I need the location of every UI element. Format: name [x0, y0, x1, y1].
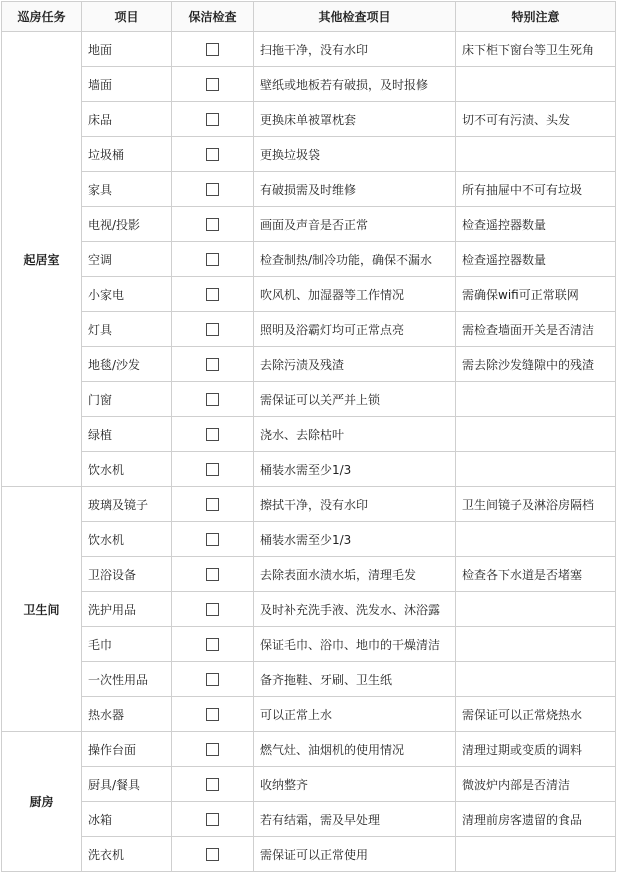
item-cell: 厨具/餐具 [82, 767, 172, 802]
cleaning-checkbox[interactable] [206, 113, 219, 126]
other-check-cell: 及时补充洗手液、洗发水、沐浴露 [254, 592, 456, 627]
table-row [2, 627, 616, 662]
cleaning-checkbox[interactable] [206, 708, 219, 721]
other-check-cell: 浇水、去除枯叶 [254, 417, 456, 452]
cleaning-check-cell [172, 382, 254, 417]
other-check-cell: 擦拭干净，没有水印 [254, 487, 456, 522]
item-cell: 洗护用品 [82, 592, 172, 627]
other-check-cell: 更换床单被罩枕套 [254, 102, 456, 137]
cleaning-checkbox[interactable] [206, 323, 219, 336]
cleaning-check-cell [172, 837, 254, 872]
special-note-cell: 清理前房客遗留的食品 [456, 802, 616, 837]
cleaning-check-cell [172, 487, 254, 522]
cleaning-check-cell [172, 662, 254, 697]
other-check-cell: 去除污渍及残渣 [254, 347, 456, 382]
item-cell: 地面 [82, 32, 172, 67]
inspection-checklist-table [1, 1, 616, 872]
special-note-cell: 所有抽屉中不可有垃圾 [456, 172, 616, 207]
other-check-cell: 检查制热/制冷功能，确保不漏水 [254, 242, 456, 277]
special-note-cell: 清理过期或变质的调料 [456, 732, 616, 767]
special-note-cell [456, 382, 616, 417]
special-note-cell: 检查遥控器数量 [456, 242, 616, 277]
cleaning-checkbox[interactable] [206, 498, 219, 511]
item-cell: 空调 [82, 242, 172, 277]
cleaning-checkbox[interactable] [206, 463, 219, 476]
cleaning-checkbox[interactable] [206, 253, 219, 266]
cleaning-check-cell [172, 417, 254, 452]
special-note-cell [456, 417, 616, 452]
header-task: 巡房任务 [2, 2, 82, 32]
special-note-cell: 需去除沙发缝隙中的残渣 [456, 347, 616, 382]
table-row [2, 67, 616, 102]
item-cell: 饮水机 [82, 522, 172, 557]
cleaning-check-cell [172, 452, 254, 487]
other-check-cell: 去除表面水渍水垢，清理毛发 [254, 557, 456, 592]
item-cell: 垃圾桶 [82, 137, 172, 172]
table-row [2, 277, 616, 312]
special-note-cell: 床下柜下窗台等卫生死角 [456, 32, 616, 67]
other-check-cell: 更换垃圾袋 [254, 137, 456, 172]
item-cell: 毛巾 [82, 627, 172, 662]
table-row [2, 802, 616, 837]
cleaning-check-cell [172, 242, 254, 277]
group-label: 起居室 [2, 32, 82, 487]
item-cell: 绿植 [82, 417, 172, 452]
item-cell: 热水器 [82, 697, 172, 732]
other-check-cell: 收纳整齐 [254, 767, 456, 802]
special-note-cell: 微波炉内部是否清洁 [456, 767, 616, 802]
cleaning-checkbox[interactable] [206, 358, 219, 371]
special-note-cell: 需检查墙面开关是否清洁 [456, 312, 616, 347]
table-row [2, 732, 616, 767]
other-check-cell: 画面及声音是否正常 [254, 207, 456, 242]
table-row [2, 452, 616, 487]
other-check-cell: 若有结霜，需及早处理 [254, 802, 456, 837]
other-check-cell: 桶装水需至少1/3 [254, 522, 456, 557]
cleaning-checkbox[interactable] [206, 43, 219, 56]
group-label: 卫生间 [2, 487, 82, 732]
cleaning-check-cell [172, 767, 254, 802]
cleaning-check-cell [172, 172, 254, 207]
other-check-cell: 吹风机、加湿器等工作情况 [254, 277, 456, 312]
table-row [2, 242, 616, 277]
cleaning-check-cell [172, 557, 254, 592]
cleaning-check-cell [172, 102, 254, 137]
cleaning-check-cell [172, 32, 254, 67]
cleaning-checkbox[interactable] [206, 288, 219, 301]
header-row [2, 2, 616, 32]
special-note-cell [456, 837, 616, 872]
cleaning-checkbox[interactable] [206, 638, 219, 651]
other-check-cell: 燃气灶、油烟机的使用情况 [254, 732, 456, 767]
item-cell: 洗衣机 [82, 837, 172, 872]
item-cell: 饮水机 [82, 452, 172, 487]
cleaning-check-cell [172, 347, 254, 382]
header-other-checks: 其他检查项目 [254, 2, 456, 32]
item-cell: 电视/投影 [82, 207, 172, 242]
cleaning-check-cell [172, 592, 254, 627]
header-item: 项目 [82, 2, 172, 32]
table-row [2, 382, 616, 417]
cleaning-check-cell [172, 137, 254, 172]
cleaning-check-cell [172, 207, 254, 242]
item-cell: 门窗 [82, 382, 172, 417]
other-check-cell: 备齐拖鞋、牙刷、卫生纸 [254, 662, 456, 697]
special-note-cell [456, 67, 616, 102]
cleaning-checkbox[interactable] [206, 218, 219, 231]
cleaning-checkbox[interactable] [206, 673, 219, 686]
table-row [2, 592, 616, 627]
cleaning-check-cell [172, 522, 254, 557]
table-row [2, 137, 616, 172]
other-check-cell: 保证毛巾、浴巾、地巾的干燥清洁 [254, 627, 456, 662]
item-cell: 卫浴设备 [82, 557, 172, 592]
table-row [2, 557, 616, 592]
cleaning-checkbox[interactable] [206, 603, 219, 616]
other-check-cell: 桶装水需至少1/3 [254, 452, 456, 487]
cleaning-checkbox[interactable] [206, 848, 219, 861]
special-note-cell [456, 662, 616, 697]
cleaning-check-cell [172, 67, 254, 102]
other-check-cell: 可以正常上水 [254, 697, 456, 732]
special-note-cell [456, 522, 616, 557]
special-note-cell: 卫生间镜子及淋浴房隔档 [456, 487, 616, 522]
header-special-notes: 特别注意 [456, 2, 616, 32]
special-note-cell: 需确保wifi可正常联网 [456, 277, 616, 312]
item-cell: 地毯/沙发 [82, 347, 172, 382]
special-note-cell: 检查遥控器数量 [456, 207, 616, 242]
other-check-cell: 照明及浴霸灯均可正常点亮 [254, 312, 456, 347]
cleaning-checkbox[interactable] [206, 148, 219, 161]
table-row [2, 837, 616, 872]
table-row [2, 32, 616, 67]
other-check-cell: 需保证可以正常使用 [254, 837, 456, 872]
table-row [2, 522, 616, 557]
special-note-cell [456, 627, 616, 662]
special-note-cell: 需保证可以正常烧热水 [456, 697, 616, 732]
cleaning-check-cell [172, 312, 254, 347]
table-row [2, 767, 616, 802]
item-cell: 操作台面 [82, 732, 172, 767]
other-check-cell: 壁纸或地板若有破损，及时报修 [254, 67, 456, 102]
special-note-cell [456, 137, 616, 172]
table-row [2, 312, 616, 347]
cleaning-checkbox[interactable] [206, 813, 219, 826]
cleaning-checkbox[interactable] [206, 393, 219, 406]
table-row [2, 172, 616, 207]
cleaning-check-cell [172, 627, 254, 662]
cleaning-check-cell [172, 802, 254, 837]
item-cell: 灯具 [82, 312, 172, 347]
item-cell: 冰箱 [82, 802, 172, 837]
cleaning-checkbox[interactable] [206, 533, 219, 546]
other-check-cell: 扫拖干净，没有水印 [254, 32, 456, 67]
cleaning-check-cell [172, 277, 254, 312]
cleaning-checkbox[interactable] [206, 183, 219, 196]
cleaning-checkbox[interactable] [206, 78, 219, 91]
table-row [2, 207, 616, 242]
item-cell: 一次性用品 [82, 662, 172, 697]
item-cell: 家具 [82, 172, 172, 207]
cleaning-checkbox[interactable] [206, 778, 219, 791]
special-note-cell [456, 452, 616, 487]
cleaning-checkbox[interactable] [206, 568, 219, 581]
cleaning-check-cell [172, 732, 254, 767]
item-cell: 床品 [82, 102, 172, 137]
table-row [2, 662, 616, 697]
other-check-cell: 有破损需及时维修 [254, 172, 456, 207]
special-note-cell: 检查各下水道是否堵塞 [456, 557, 616, 592]
table-row [2, 417, 616, 452]
header-cleaning-check: 保洁检查 [172, 2, 254, 32]
item-cell: 小家电 [82, 277, 172, 312]
special-note-cell: 切不可有污渍、头发 [456, 102, 616, 137]
cleaning-checkbox[interactable] [206, 428, 219, 441]
table-row [2, 347, 616, 382]
cleaning-checkbox[interactable] [206, 743, 219, 756]
table-row [2, 487, 616, 522]
cleaning-check-cell [172, 697, 254, 732]
item-cell: 墙面 [82, 67, 172, 102]
table-row [2, 102, 616, 137]
group-label: 厨房 [2, 732, 82, 872]
checklist-body [2, 32, 616, 872]
special-note-cell [456, 592, 616, 627]
table-row [2, 697, 616, 732]
other-check-cell: 需保证可以关严并上锁 [254, 382, 456, 417]
item-cell: 玻璃及镜子 [82, 487, 172, 522]
